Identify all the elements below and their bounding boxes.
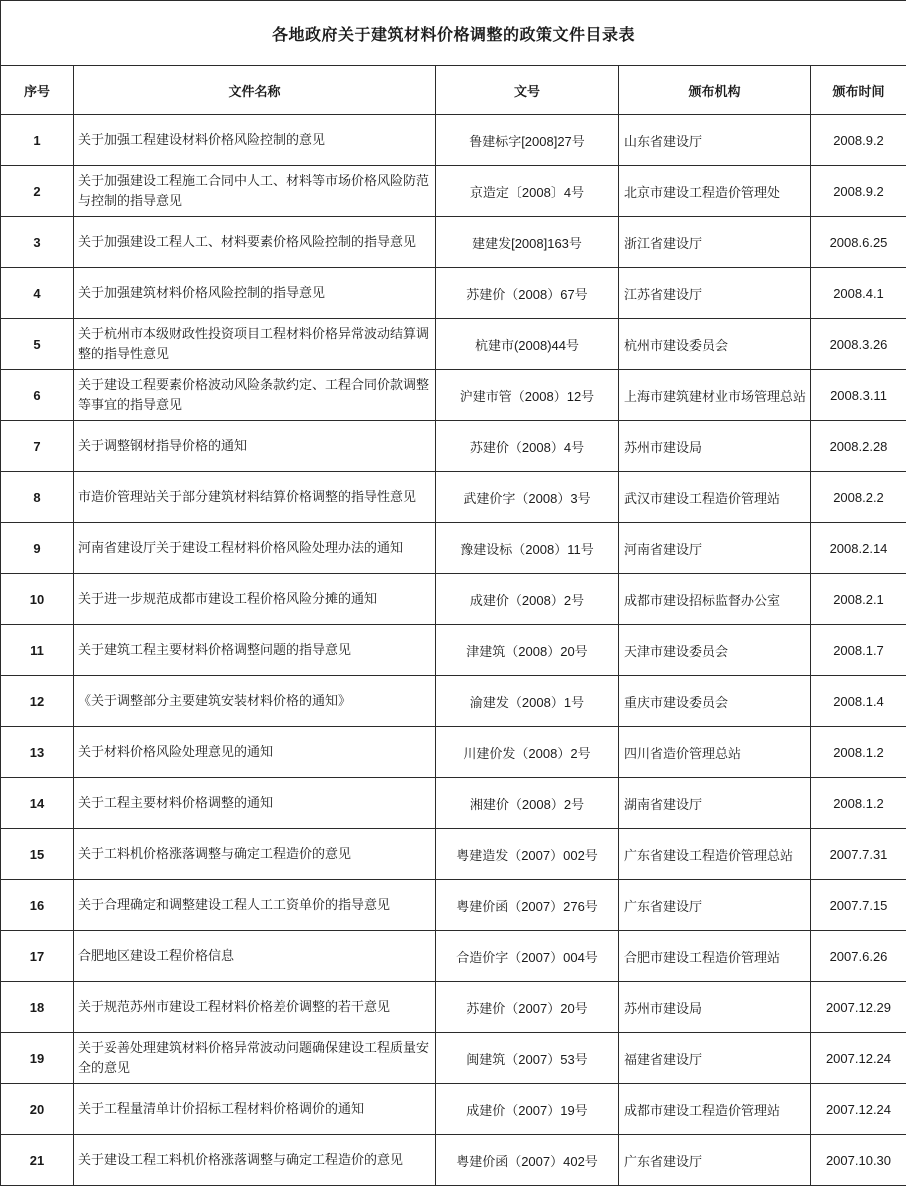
row-number: 1 xyxy=(1,115,74,166)
issuing-agency: 苏州市建设局 xyxy=(619,982,811,1033)
issue-date: 2008.4.1 xyxy=(811,268,906,319)
document-name: 关于加强建设工程施工合同中人工、材料等市场价格风险防范与控制的指导意见 xyxy=(74,166,436,217)
issue-date: 2007.12.24 xyxy=(811,1084,906,1135)
row-number: 18 xyxy=(1,982,74,1033)
document-name: 关于进一步规范成都市建设工程价格风险分摊的通知 xyxy=(74,574,436,625)
document-name: 关于妥善处理建筑材料价格异常波动问题确保建设工程质量安全的意见 xyxy=(74,1033,436,1084)
table-row xyxy=(1,217,906,268)
page-title: 各地政府关于建筑材料价格调整的政策文件目录表 xyxy=(1,1,906,66)
table-row xyxy=(1,982,906,1033)
document-number: 苏建价（2008）67号 xyxy=(436,268,619,319)
row-number: 2 xyxy=(1,166,74,217)
table-row xyxy=(1,880,906,931)
issuing-agency: 上海市建筑建材业市场管理总站 xyxy=(619,370,811,421)
table-body xyxy=(1,115,906,1186)
issue-date: 2007.12.29 xyxy=(811,982,906,1033)
column-header-name: 文件名称 xyxy=(74,66,436,115)
document-name: 关于合理确定和调整建设工程人工工资单价的指导意见 xyxy=(74,880,436,931)
row-number: 4 xyxy=(1,268,74,319)
document-name: 关于杭州市本级财政性投资项目工程材料价格异常波动结算调整的指导性意见 xyxy=(74,319,436,370)
table-row xyxy=(1,319,906,370)
document-number: 粤建价函（2007）402号 xyxy=(436,1135,619,1186)
document-number: 闽建筑（2007）53号 xyxy=(436,1033,619,1084)
title-row xyxy=(1,1,906,66)
table-row xyxy=(1,574,906,625)
document-name: 关于工程主要材料价格调整的通知 xyxy=(74,778,436,829)
table-row xyxy=(1,1033,906,1084)
column-header-agency: 颁布机构 xyxy=(619,66,811,115)
document-name: 关于材料价格风险处理意见的通知 xyxy=(74,727,436,778)
document-number: 京造定〔2008〕4号 xyxy=(436,166,619,217)
column-header-row xyxy=(1,66,906,115)
issue-date: 2008.2.14 xyxy=(811,523,906,574)
table-row xyxy=(1,727,906,778)
table-row xyxy=(1,472,906,523)
issue-date: 2008.2.28 xyxy=(811,421,906,472)
issue-date: 2008.2.1 xyxy=(811,574,906,625)
document-number: 鲁建标字[2008]27号 xyxy=(436,115,619,166)
issue-date: 2008.9.2 xyxy=(811,115,906,166)
issue-date: 2007.6.26 xyxy=(811,931,906,982)
table-row xyxy=(1,370,906,421)
issuing-agency: 北京市建设工程造价管理处 xyxy=(619,166,811,217)
table-row xyxy=(1,115,906,166)
issuing-agency: 成都市建设招标监督办公室 xyxy=(619,574,811,625)
table-row xyxy=(1,778,906,829)
document-number: 津建筑（2008）20号 xyxy=(436,625,619,676)
issue-date: 2007.7.31 xyxy=(811,829,906,880)
document-name: 关于工程量清单计价招标工程材料价格调价的通知 xyxy=(74,1084,436,1135)
issuing-agency: 广东省建设厅 xyxy=(619,1135,811,1186)
table-row xyxy=(1,829,906,880)
issuing-agency: 苏州市建设局 xyxy=(619,421,811,472)
table-row xyxy=(1,523,906,574)
column-header-docno: 文号 xyxy=(436,66,619,115)
issuing-agency: 山东省建设厅 xyxy=(619,115,811,166)
issuing-agency: 广东省建设工程造价管理总站 xyxy=(619,829,811,880)
document-name: 关于加强工程建设材料价格风险控制的意见 xyxy=(74,115,436,166)
issuing-agency: 湖南省建设厅 xyxy=(619,778,811,829)
document-number: 豫建设标（2008）11号 xyxy=(436,523,619,574)
issue-date: 2008.1.4 xyxy=(811,676,906,727)
row-number: 10 xyxy=(1,574,74,625)
issuing-agency: 杭州市建设委员会 xyxy=(619,319,811,370)
document-name: 河南省建设厅关于建设工程材料价格风险处理办法的通知 xyxy=(74,523,436,574)
table-row xyxy=(1,268,906,319)
document-number: 成建价（2007）19号 xyxy=(436,1084,619,1135)
row-number: 12 xyxy=(1,676,74,727)
row-number: 17 xyxy=(1,931,74,982)
table-row xyxy=(1,166,906,217)
document-number: 合造价字（2007）004号 xyxy=(436,931,619,982)
issuing-agency: 江苏省建设厅 xyxy=(619,268,811,319)
issue-date: 2008.1.2 xyxy=(811,778,906,829)
document-name: 关于建筑工程主要材料价格调整问题的指导意见 xyxy=(74,625,436,676)
issuing-agency: 四川省造价管理总站 xyxy=(619,727,811,778)
row-number: 9 xyxy=(1,523,74,574)
issuing-agency: 河南省建设厅 xyxy=(619,523,811,574)
issuing-agency: 武汉市建设工程造价管理站 xyxy=(619,472,811,523)
row-number: 15 xyxy=(1,829,74,880)
document-number: 武建价字（2008）3号 xyxy=(436,472,619,523)
table-row xyxy=(1,676,906,727)
row-number: 11 xyxy=(1,625,74,676)
document-name: 关于规范苏州市建设工程材料价格差价调整的若干意见 xyxy=(74,982,436,1033)
document-name: 关于建设工程工料机价格涨落调整与确定工程造价的意见 xyxy=(74,1135,436,1186)
issuing-agency: 成都市建设工程造价管理站 xyxy=(619,1084,811,1135)
row-number: 3 xyxy=(1,217,74,268)
table-row xyxy=(1,931,906,982)
table-row xyxy=(1,421,906,472)
issue-date: 2008.6.25 xyxy=(811,217,906,268)
document-number: 沪建市管（2008）12号 xyxy=(436,370,619,421)
document-number: 杭建市(2008)44号 xyxy=(436,319,619,370)
document-number: 粤建价函（2007）276号 xyxy=(436,880,619,931)
row-number: 8 xyxy=(1,472,74,523)
document-name: 关于加强建筑材料价格风险控制的指导意见 xyxy=(74,268,436,319)
issuing-agency: 福建省建设厅 xyxy=(619,1033,811,1084)
row-number: 7 xyxy=(1,421,74,472)
issue-date: 2008.1.7 xyxy=(811,625,906,676)
document-name: 市造价管理站关于部分建筑材料结算价格调整的指导性意见 xyxy=(74,472,436,523)
issue-date: 2008.1.2 xyxy=(811,727,906,778)
document-number: 川建价发（2008）2号 xyxy=(436,727,619,778)
issuing-agency: 天津市建设委员会 xyxy=(619,625,811,676)
document-number: 成建价（2008）2号 xyxy=(436,574,619,625)
row-number: 6 xyxy=(1,370,74,421)
document-name: 关于工料机价格涨落调整与确定工程造价的意见 xyxy=(74,829,436,880)
document-name: 《关于调整部分主要建筑安装材料价格的通知》 xyxy=(74,676,436,727)
document-number: 苏建价（2007）20号 xyxy=(436,982,619,1033)
row-number: 19 xyxy=(1,1033,74,1084)
issue-date: 2007.12.24 xyxy=(811,1033,906,1084)
document-name: 关于加强建设工程人工、材料要素价格风险控制的指导意见 xyxy=(74,217,436,268)
table-row xyxy=(1,625,906,676)
issue-date: 2008.3.11 xyxy=(811,370,906,421)
row-number: 13 xyxy=(1,727,74,778)
column-header-no: 序号 xyxy=(1,66,74,115)
issue-date: 2007.10.30 xyxy=(811,1135,906,1186)
row-number: 20 xyxy=(1,1084,74,1135)
issuing-agency: 浙江省建设厅 xyxy=(619,217,811,268)
issue-date: 2008.9.2 xyxy=(811,166,906,217)
column-header-date: 颁布时间 xyxy=(811,66,906,115)
document-name: 关于调整钢材指导价格的通知 xyxy=(74,421,436,472)
issuing-agency: 重庆市建设委员会 xyxy=(619,676,811,727)
table-row xyxy=(1,1084,906,1135)
row-number: 14 xyxy=(1,778,74,829)
document-name: 关于建设工程要素价格波动风险条款约定、工程合同价款调整等事宜的指导意见 xyxy=(74,370,436,421)
issue-date: 2008.2.2 xyxy=(811,472,906,523)
row-number: 16 xyxy=(1,880,74,931)
document-number: 湘建价（2008）2号 xyxy=(436,778,619,829)
issuing-agency: 合肥市建设工程造价管理站 xyxy=(619,931,811,982)
document-number: 苏建价（2008）4号 xyxy=(436,421,619,472)
issuing-agency: 广东省建设厅 xyxy=(619,880,811,931)
issue-date: 2007.7.15 xyxy=(811,880,906,931)
document-number: 渝建发（2008）1号 xyxy=(436,676,619,727)
document-name: 合肥地区建设工程价格信息 xyxy=(74,931,436,982)
issue-date: 2008.3.26 xyxy=(811,319,906,370)
document-number: 建建发[2008]163号 xyxy=(436,217,619,268)
table-row xyxy=(1,1135,906,1186)
row-number: 5 xyxy=(1,319,74,370)
row-number: 21 xyxy=(1,1135,74,1186)
document-number: 粤建造发（2007）002号 xyxy=(436,829,619,880)
